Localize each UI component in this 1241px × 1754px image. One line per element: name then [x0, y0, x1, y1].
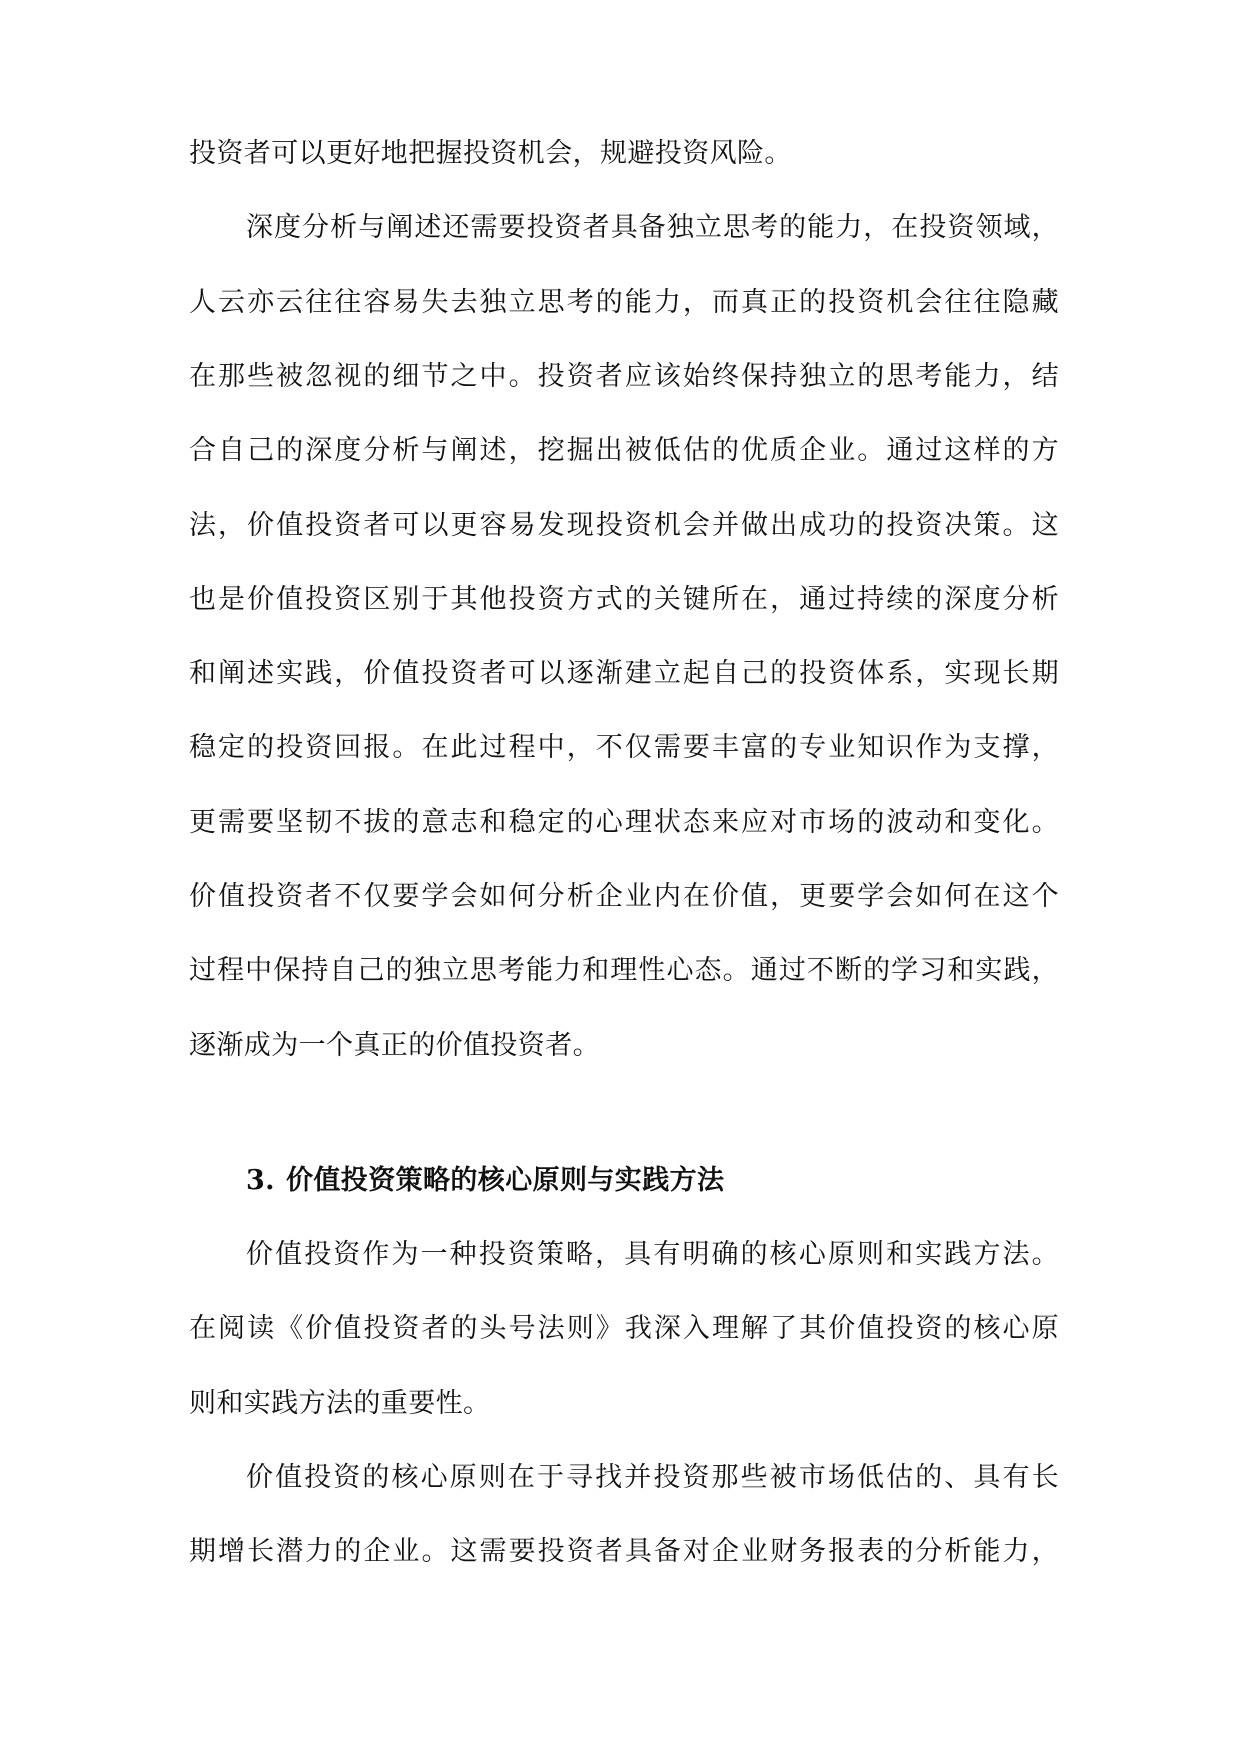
paragraph-line: 稳定的投资回报。在此过程中，不仅需要丰富的专业知识作为支撑， — [189, 732, 1059, 763]
paragraph-line: 价值投资作为一种投资策略，具有明确的核心原则和实践方法。 — [246, 1239, 1059, 1270]
paragraph-line: 价值投资的核心原则在于寻找并投资那些被市场低估的、具有长 — [246, 1462, 1059, 1493]
paragraph-line: 投资者可以更好地把握投资机会，规避投资风险。 — [189, 138, 792, 169]
paragraph-line: 法，价值投资者可以更容易发现投资机会并做出成功的投资决策。这 — [189, 510, 1059, 541]
section-heading — [246, 1163, 724, 1199]
paragraph-line: 价值投资者不仅要学会如何分析企业内在价值，更要学会如何在这个 — [189, 881, 1059, 912]
section-number: 3. — [246, 1165, 275, 1196]
paragraph-line: 也是价值投资区别于其他投资方式的关键所在，通过持续的深度分析 — [189, 584, 1059, 615]
paragraph-line: 在那些被忽视的细节之中。投资者应该始终保持独立的思考能力，结 — [189, 361, 1059, 392]
paragraph-line: 过程中保持自己的独立思考能力和理性心态。通过不断的学习和实践， — [189, 955, 1059, 986]
paragraph-line: 期增长潜力的企业。这需要投资者具备对企业财务报表的分析能力， — [189, 1536, 1059, 1567]
section-title: 价值投资策略的核心原则与实践方法 — [286, 1165, 725, 1196]
paragraph-line: 逐渐成为一个真正的价值投资者。 — [189, 1030, 600, 1061]
paragraph-line: 和阐述实践，价值投资者可以逐渐建立起自己的投资体系，实现长期 — [189, 658, 1059, 689]
paragraph-line: 人云亦云往往容易失去独立思考的能力，而真正的投资机会往往隐藏 — [189, 287, 1059, 318]
paragraph-line: 合自己的深度分析与阐述，挖掘出被低估的优质企业。通过这样的方 — [189, 435, 1059, 466]
paragraph-line: 深度分析与阐述还需要投资者具备独立思考的能力，在投资领域， — [246, 212, 1059, 243]
paragraph-line: 在阅读《价值投资者的头号法则》我深入理解了其价值投资的核心原 — [189, 1313, 1059, 1344]
paragraph-line: 则和实践方法的重要性。 — [189, 1388, 491, 1419]
paragraph-line: 更需要坚韧不拔的意志和稳定的心理状态来应对市场的波动和变化。 — [189, 807, 1059, 838]
